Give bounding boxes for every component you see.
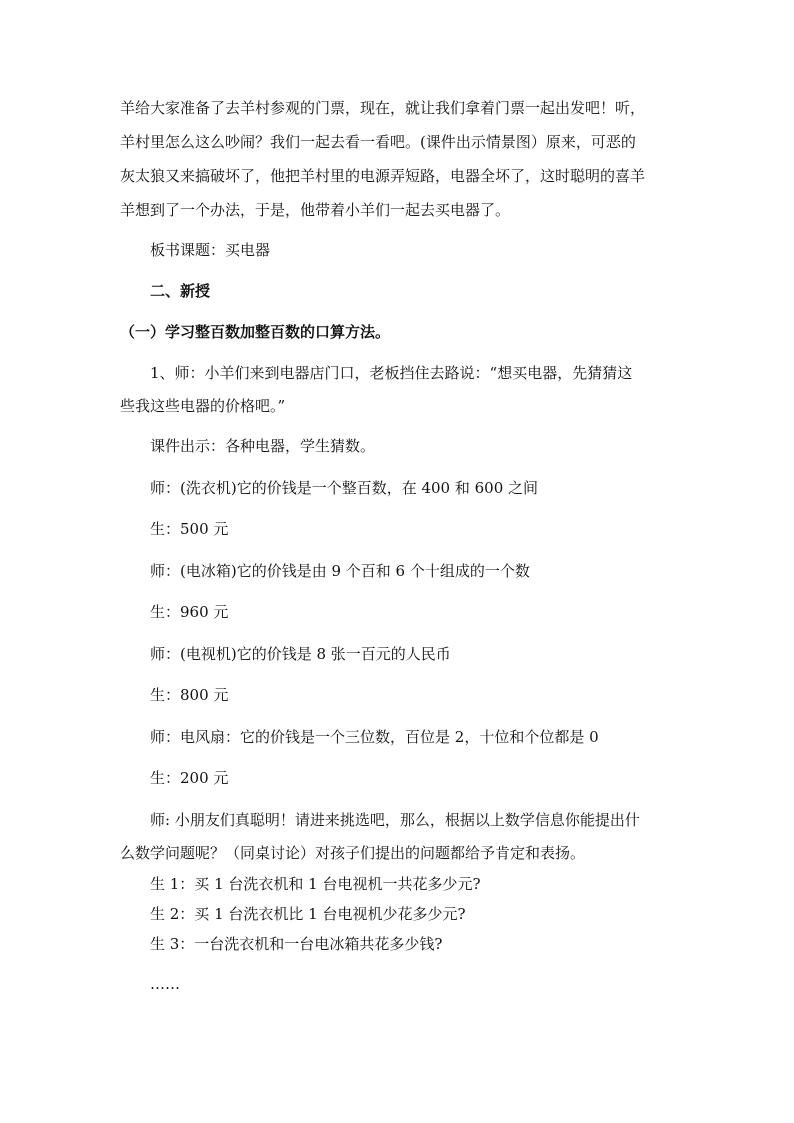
paragraph-intro-line-3: 灰太狼又来搞破坏了，他把羊村里的电源弄短路，电器全坏了，这时聪明的喜羊 [120, 167, 646, 185]
student-answer-fridge: 生：960 元 [150, 603, 229, 621]
paragraph-intro-line-1: 羊给大家准备了去羊村参观的门票，现在，就让我们拿着门票一起出发吧！听， [120, 99, 646, 117]
teacher-question-tv: 师：(电视机)它的价钱是 8 张一百元的人民币 [150, 645, 451, 663]
student-answer-washer: 生：500 元 [150, 520, 229, 538]
section-heading: 二、新授 [150, 282, 211, 300]
student-question-2: 生 2：买 1 台洗衣机比 1 台电视机少花多少元? [150, 905, 466, 923]
teacher-prompt-line-2: 么数学问题呢？（同桌讨论）对孩子们提出的问题都给予肯定和表扬。 [120, 844, 586, 862]
teacher-question-fan: 师：电风扇：它的价钱是一个三位数，百位是 2，十位和个位都是 0 [150, 728, 599, 746]
student-question-1: 生 1：买 1 台洗衣机和 1 台电视机一共花多少元? [150, 875, 481, 893]
teacher-dialogue-line-1: 1、师：小羊们来到电器店门口，老板挡住去路说：“想买电器，先猜猜这 [150, 364, 633, 382]
teacher-dialogue-line-2: 些我这些电器的价格吧。” [120, 397, 286, 415]
student-question-3: 生 3：一台洗衣机和一台电冰箱共花多少钱? [150, 935, 443, 953]
paragraph-intro-line-4: 羊想到了一个办法，于是，他带着小羊们一起去买电器了。 [120, 201, 511, 219]
student-answer-fan: 生：200 元 [150, 769, 229, 787]
courseware-display-line: 课件出示：各种电器，学生猜数。 [150, 437, 376, 455]
teacher-question-washer: 师：(洗衣机)它的价钱是一个整百数，在 400 和 600 之间 [150, 479, 539, 497]
ellipsis-line: …… [150, 975, 180, 993]
teacher-question-fridge: 师：(电冰箱)它的价钱是由 9 个百和 6 个十组成的一个数 [150, 562, 530, 580]
student-answer-tv: 生：800 元 [150, 686, 229, 704]
lesson-title-line: 板书课题：买电器 [150, 241, 271, 259]
subsection-heading: （一）学习整百数加整百数的口算方法。 [120, 323, 391, 341]
teacher-prompt-line-1: 师: 小朋友们真聪明！请进来挑选吧，那么，根据以上数学信息你能提出什 [150, 811, 640, 829]
paragraph-intro-line-2: 羊村里怎么这么吵闹？我们一起去看一看吧。(课件出示情景图）原来，可恶的 [120, 133, 636, 151]
